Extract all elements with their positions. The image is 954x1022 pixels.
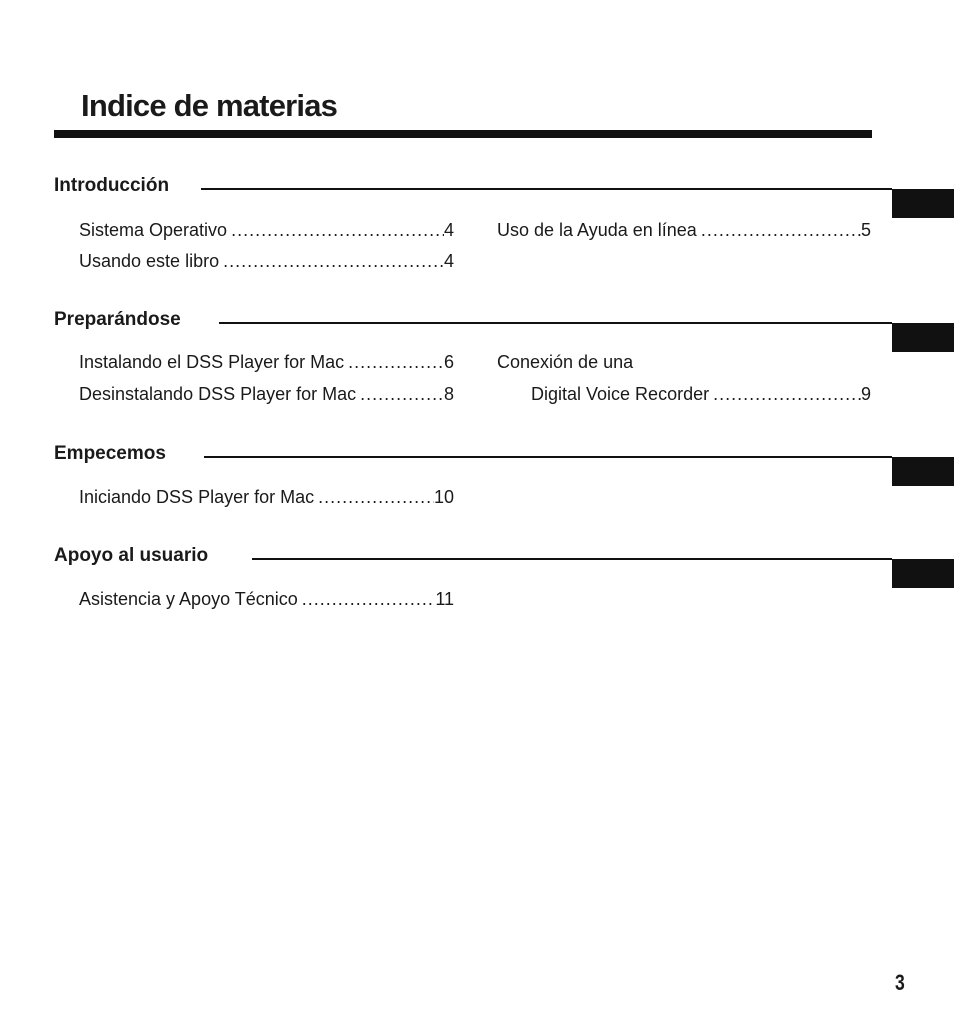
toc-entry-label: Uso de la Ayuda en línea xyxy=(497,220,697,240)
title-rule xyxy=(54,130,872,138)
toc-entry-page: 6 xyxy=(443,352,454,372)
section-preparandose xyxy=(0,309,954,330)
section-heading: Empecemos xyxy=(54,443,166,464)
page-title: Indice de materias xyxy=(81,88,338,123)
toc-entry[interactable] xyxy=(497,219,871,241)
toc-entry-page: 4 xyxy=(443,251,454,271)
toc-entry[interactable] xyxy=(79,588,454,610)
toc-entry-label-line1[interactable]: Conexión de una xyxy=(497,352,634,372)
section-empecemos xyxy=(0,443,954,464)
dot-leader xyxy=(314,486,434,508)
toc-entry-page: 5 xyxy=(860,220,871,240)
toc-entry[interactable] xyxy=(79,250,454,272)
dot-leader xyxy=(709,383,861,405)
dot-leader xyxy=(344,351,444,373)
section-rule xyxy=(201,188,892,190)
page-number: 3 xyxy=(895,970,905,995)
section-rule xyxy=(204,456,892,458)
section-rule xyxy=(219,322,892,324)
toc-entry-label: Digital Voice Recorder xyxy=(531,384,710,404)
section-tab xyxy=(892,559,954,588)
dot-leader xyxy=(697,219,861,241)
dot-leader xyxy=(298,588,436,610)
toc-entry-label: Iniciando DSS Player for Mac xyxy=(79,487,315,507)
section-heading: Introducción xyxy=(54,175,170,196)
toc-entry-label: Asistencia y Apoyo Técnico xyxy=(79,589,298,609)
toc-entry[interactable] xyxy=(79,486,454,508)
dot-leader xyxy=(356,383,444,405)
toc-entry-label: Desinstalando DSS Player for Mac xyxy=(79,384,357,404)
toc-entry-page: 9 xyxy=(860,384,871,404)
toc-entry-page: 4 xyxy=(443,220,454,240)
toc-entry-label: Sistema Operativo xyxy=(79,220,228,240)
dot-leader xyxy=(219,250,444,272)
dot-leader xyxy=(227,219,444,241)
toc-entry-page: 10 xyxy=(433,487,454,507)
section-tab xyxy=(892,189,954,218)
toc-entry-page: 11 xyxy=(435,589,454,609)
toc-entry[interactable] xyxy=(79,383,454,405)
toc-entry[interactable] xyxy=(79,219,454,241)
section-tab xyxy=(892,323,954,352)
toc-entry[interactable] xyxy=(79,351,454,373)
section-rule xyxy=(252,558,892,560)
toc-entry-label: Instalando el DSS Player for Mac xyxy=(79,352,345,372)
section-tab xyxy=(892,457,954,486)
toc-entry-label: Usando este libro xyxy=(79,251,220,271)
section-apoyo-al-usuario xyxy=(0,545,954,566)
toc-entry-page: 8 xyxy=(443,384,454,404)
section-heading: Apoyo al usuario xyxy=(54,545,209,566)
section-introduccion xyxy=(0,175,954,196)
toc-entry[interactable] xyxy=(531,383,871,405)
section-heading: Preparándose xyxy=(54,309,181,330)
